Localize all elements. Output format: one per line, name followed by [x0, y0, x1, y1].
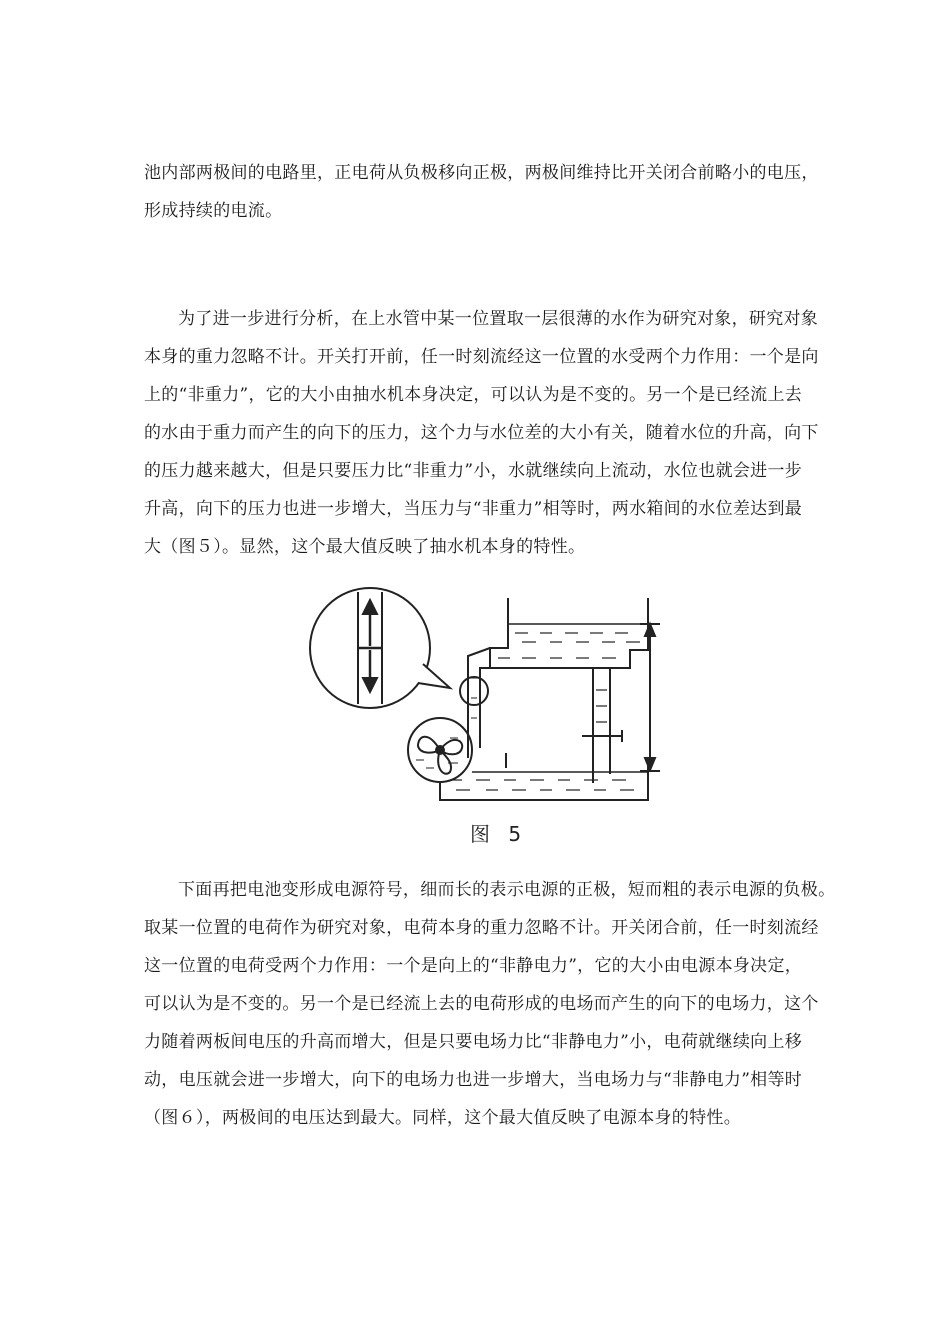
text-line: 上的“非重力”，它的大小由抽水机本身决定，可以认为是不变的。另一个是已经流上去: [144, 385, 803, 405]
pump-icon: [408, 718, 472, 782]
pump-diagram: [300, 578, 670, 818]
text-line: 这一位置的电荷受两个力作用：一个是向上的“非静电力”，它的大小由电源本身决定，: [144, 956, 803, 976]
text-line: 为了进一步进行分析，在上水管中某一位置取一层很薄的水作为研究对象，研究对象: [178, 309, 819, 329]
paragraph-continuation: [144, 154, 824, 230]
text-line: 的压力越来越大，但是只要压力比“非重力”小，水就继续向上流动，水位也就会进一步: [144, 461, 803, 481]
figure-5: [300, 578, 670, 844]
focus-circle: [460, 677, 488, 705]
text-line: （图６），两极间的电压达到最大。同样，这个最大值反映了电源本身的特性。: [144, 1108, 741, 1128]
valve-icon: [582, 730, 622, 742]
paragraph-water-analysis: [144, 300, 824, 566]
height-arrow: [640, 624, 660, 771]
text-line: 本身的重力忽略不计。开关打开前，任一时刻流经这一位置的水受两个力作用：一个是向: [144, 347, 819, 367]
text-line: 形成持续的电流。: [144, 201, 283, 221]
text-line: 大（图５）。显然，这个最大值反映了抽水机本身的特性。: [144, 537, 586, 557]
text-line: 力随着两板间电压的升高而增大，但是只要电场力比“非静电力”小，电荷就继续向上移: [144, 1032, 803, 1052]
down-pipe: [582, 668, 622, 783]
paragraph-electric-analysis: [144, 871, 836, 1137]
text-line: 升高，向下的压力也进一步增大，当压力与“非重力”相等时，两水箱间的水位差达到最: [144, 499, 803, 519]
magnifier-bubble-icon: [310, 588, 450, 708]
figure-caption: 图 5: [470, 822, 528, 846]
text-line: 的水由于重力而产生的向下的压力，这个力与水位差的大小有关，随着水位的升高，向下: [144, 423, 819, 443]
text-line: 取某一位置的电荷作为研究对象，电荷本身的重力忽略不计。开关闭合前，任一时刻流经: [144, 918, 819, 938]
rising-pipe: [460, 648, 490, 758]
text-line: 池内部两极间的电路里，正电荷从负极移向正极，两极间维持比开关闭合前略小的电压，: [144, 163, 819, 183]
upper-tank: [490, 598, 648, 668]
text-line: 下面再把电池变形成电源符号，细而长的表示电源的正极，短而粗的表示电源的负极。: [178, 880, 836, 900]
text-line: 可以认为是不变的。另一个是已经流上去的电荷形成的电场而产生的向下的电场力，这个: [144, 994, 819, 1014]
text-line: 动，电压就会进一步增大，向下的电场力也进一步增大，当电场力与“非静电力”相等时: [144, 1070, 803, 1090]
